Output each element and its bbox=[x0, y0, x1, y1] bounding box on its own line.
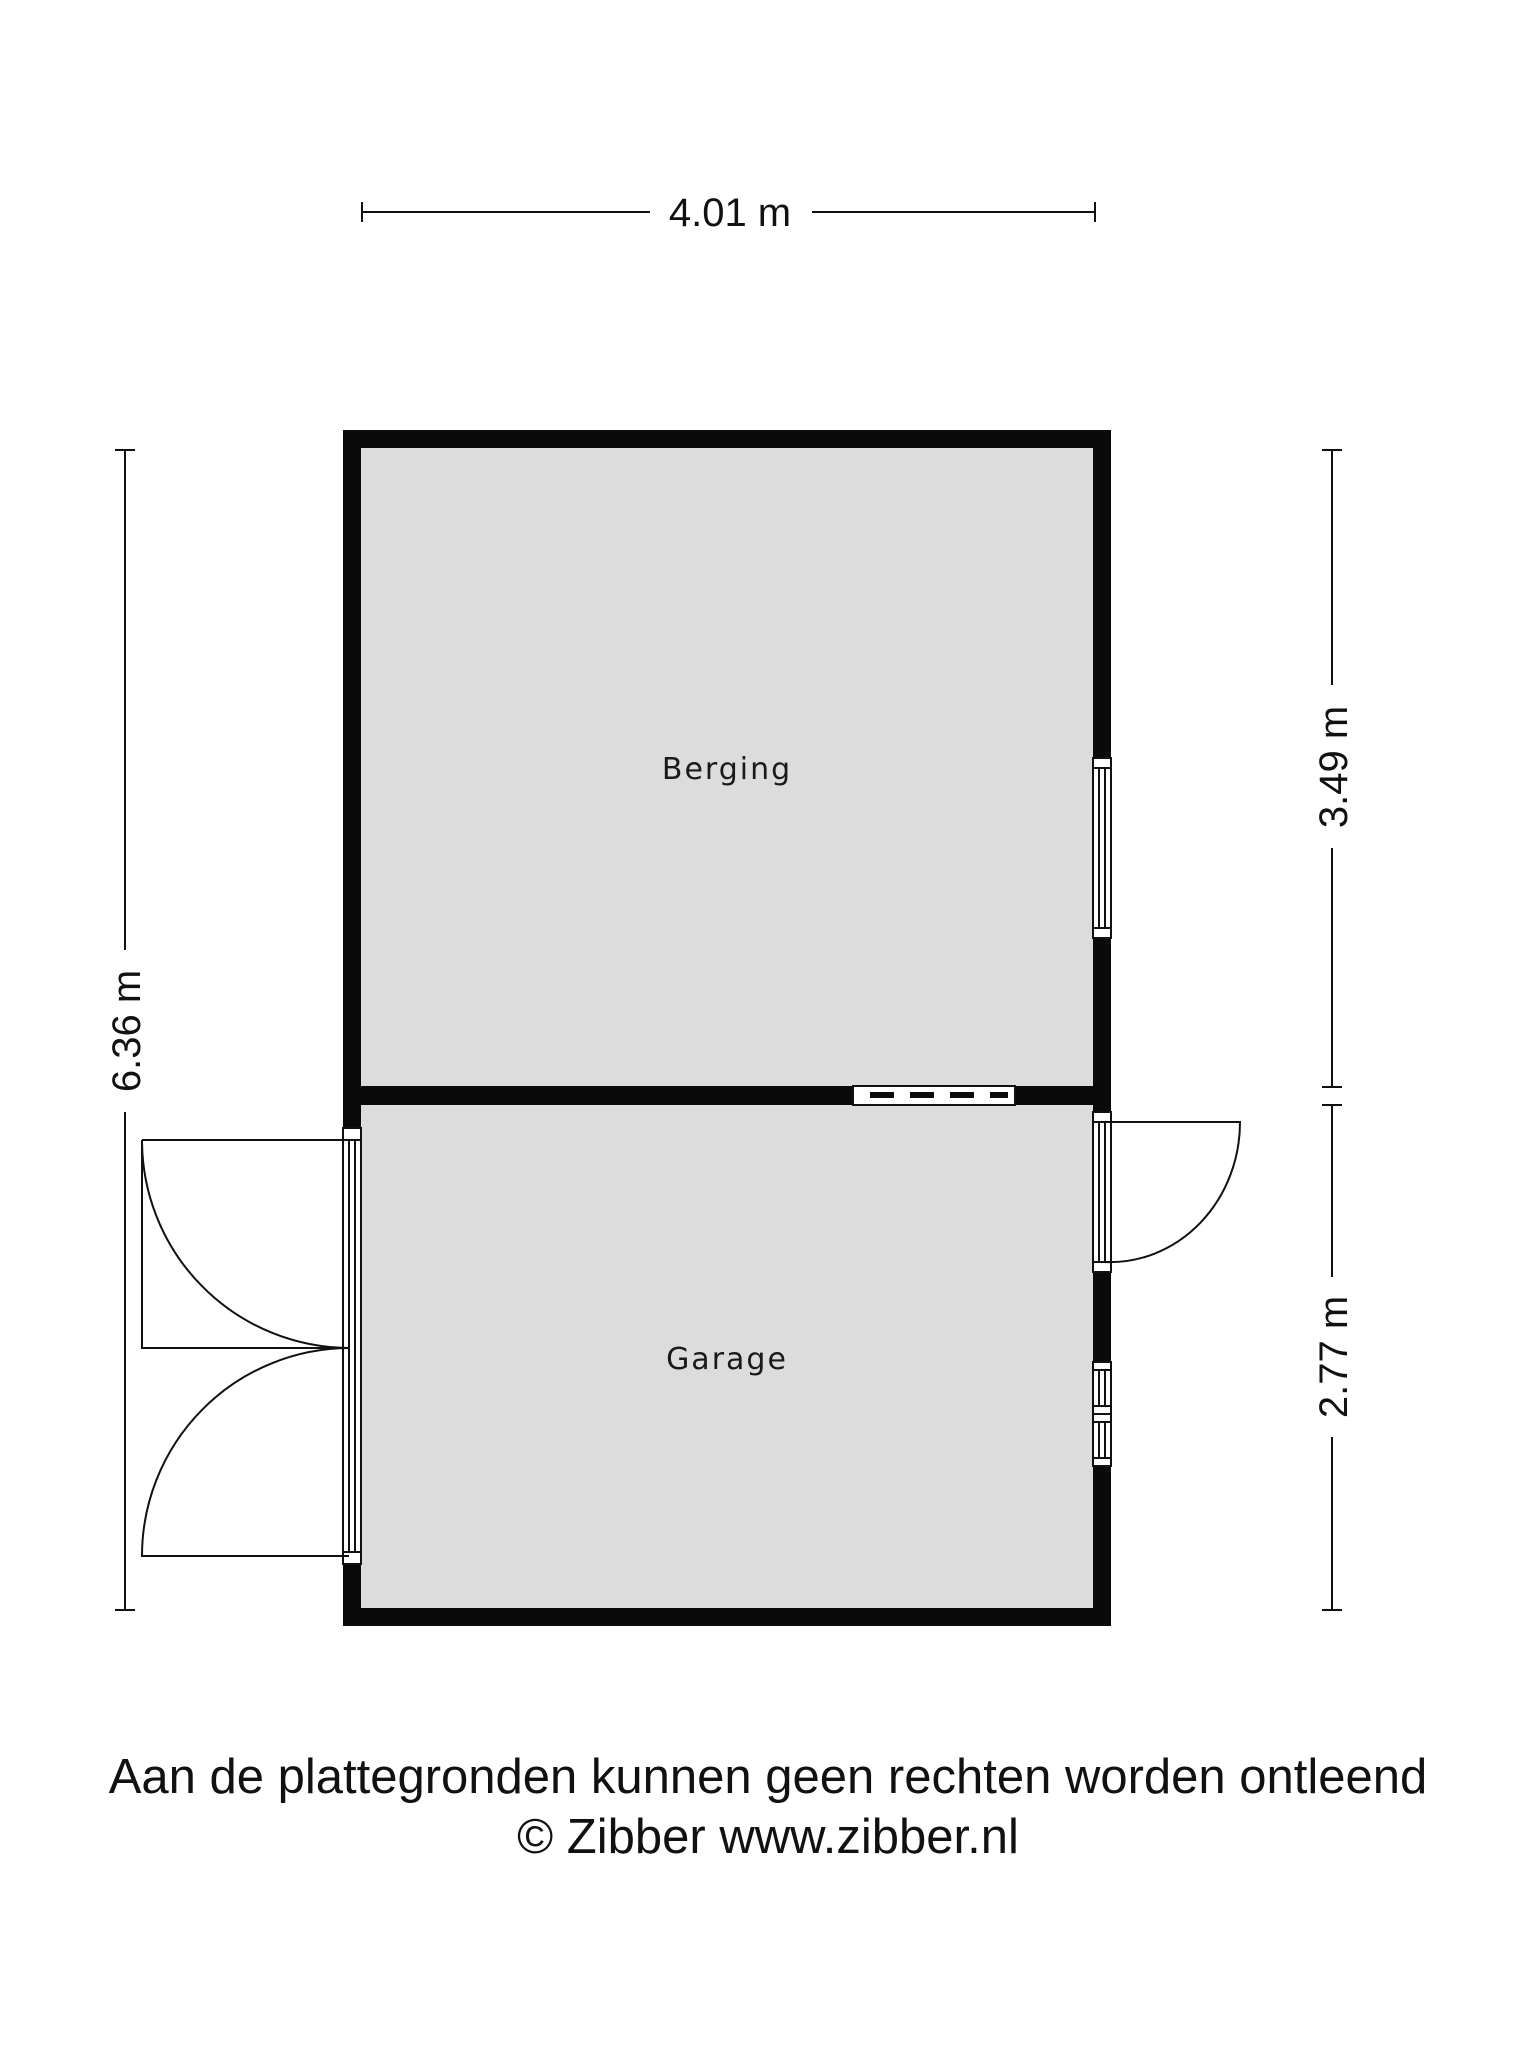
room-label-berging: Berging bbox=[661, 752, 793, 787]
garage-small-window-1 bbox=[1093, 1362, 1111, 1414]
garage-small-window-2 bbox=[1093, 1414, 1111, 1466]
garage-side-door bbox=[1093, 1112, 1240, 1272]
disclaimer-text: Aan de plattegronden kunnen geen rechten worden ontleend bbox=[108, 1750, 1428, 1804]
copyright-text: © Zibber www.zibber.nl bbox=[517, 1810, 1019, 1864]
garage-height-dimension-label: 2.77 m bbox=[1312, 1295, 1356, 1419]
total-height-dimension-label: 6.36 m bbox=[105, 969, 149, 1093]
berging-window bbox=[1093, 758, 1111, 938]
berging-height-dimension-label: 3.49 m bbox=[1312, 705, 1356, 829]
garage-double-door bbox=[142, 1128, 361, 1564]
width-dimension-label: 4.01 m bbox=[668, 191, 792, 235]
internal-passage bbox=[853, 1086, 1015, 1105]
room-label-garage: Garage bbox=[666, 1342, 788, 1377]
